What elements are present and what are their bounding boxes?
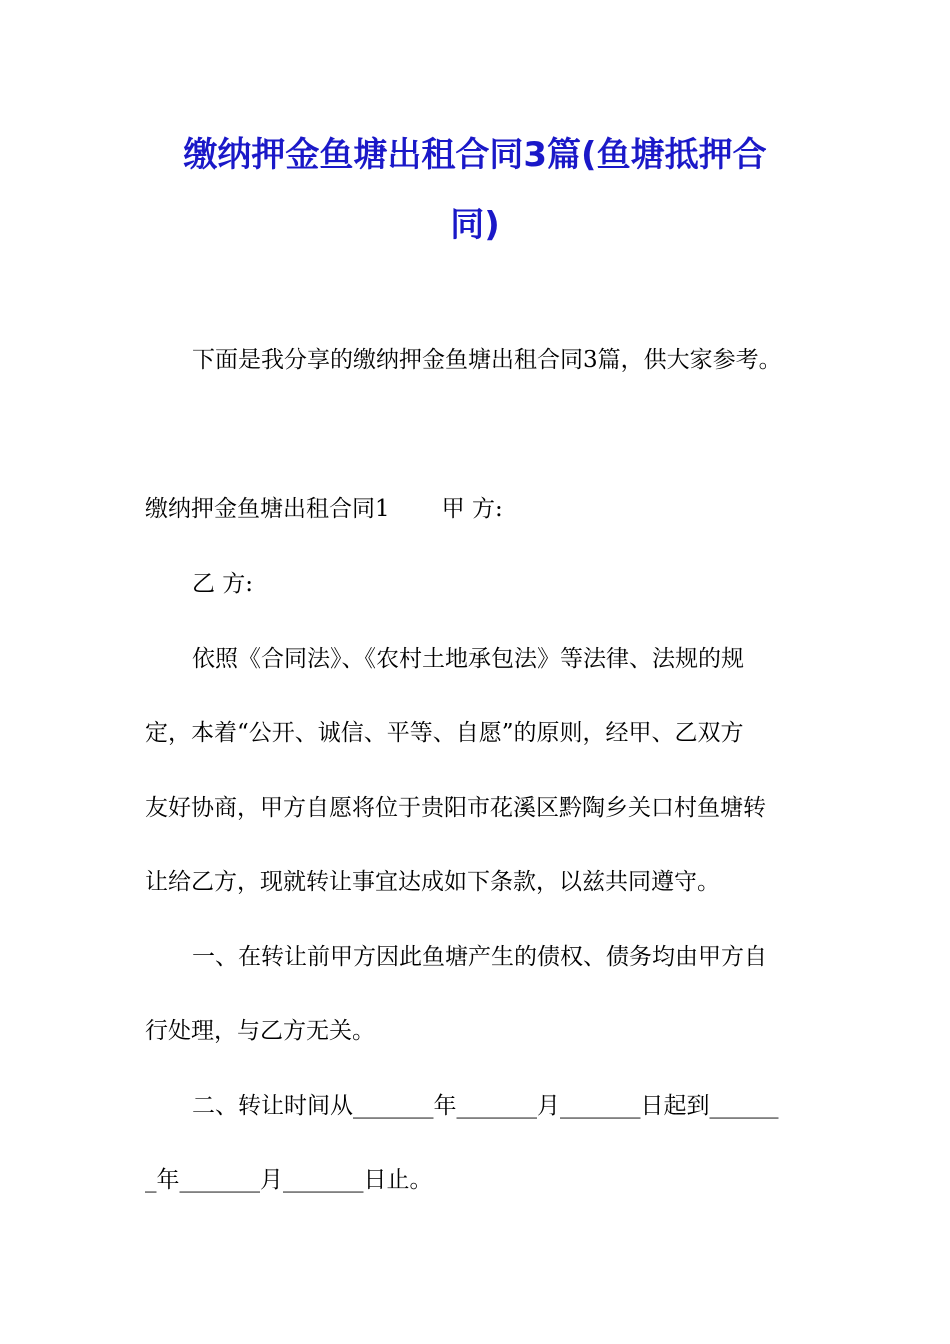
paragraph-1-line-3: 友好协商，甲方自愿将位于贵阳市花溪区黔陶乡关口村鱼塘转 <box>145 795 766 821</box>
clause-2-line-1: 二、转让时间从_______年_______月_______日起到______ <box>192 1093 779 1119</box>
intro-paragraph: 下面是我分享的缴纳押金鱼塘出租合同3篇，供大家参考。 <box>192 347 782 373</box>
contract-heading: 缴纳押金鱼塘出租合同1 <box>145 496 390 522</box>
paragraph-1-line-1: 依照《合同法》、《农村土地承包法》等法律、法规的规 <box>192 646 744 672</box>
party-a-label: 甲 方: <box>441 496 503 522</box>
clause-1-line-1: 一、在转让前甲方因此鱼塘产生的债权、债务均由甲方自 <box>192 944 767 970</box>
contract-heading-line <box>145 492 810 526</box>
clause-1-line-2: 行处理，与乙方无关。 <box>145 1018 375 1044</box>
paragraph-1-line-2: 定，本着“公开、诚信、平等、自愿”的原则，经甲、乙双方 <box>145 720 744 746</box>
party-b-label: 乙 方: <box>192 571 254 597</box>
document-title-line-2: 同) <box>450 205 500 245</box>
clause-2-line-2: _年_______月_______日止。 <box>145 1167 433 1193</box>
paragraph-1-line-4: 让给乙方，现就转让事宜达成如下条款，以兹共同遵守。 <box>145 869 720 895</box>
document-title-line-1: 缴纳押金鱼塘出租合同3篇(鱼塘抵押合 <box>183 135 767 175</box>
